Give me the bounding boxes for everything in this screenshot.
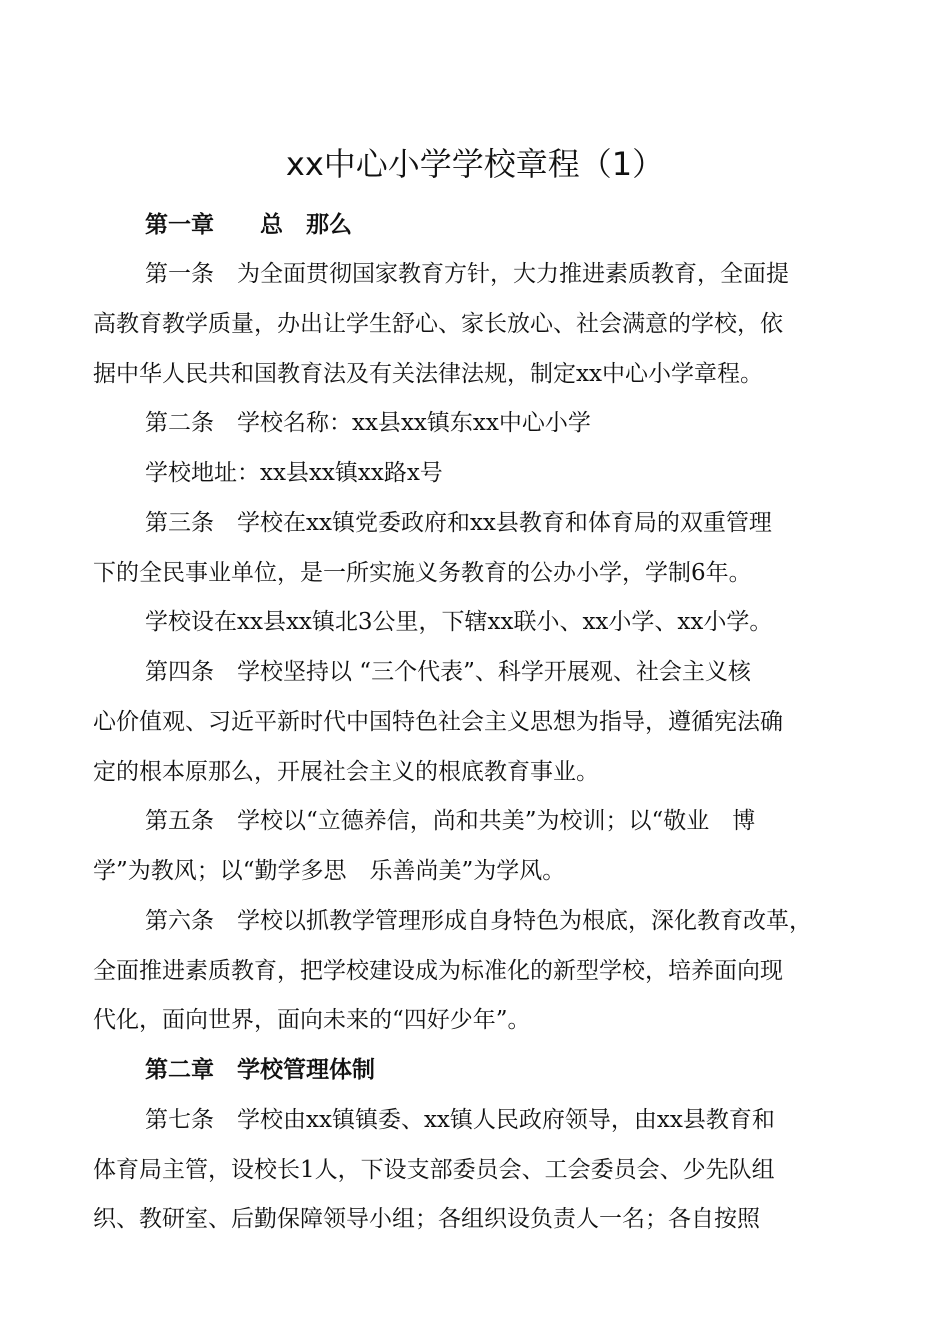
paragraph-line: 第四条 学校坚持以 “三个代表”、科学开展观、社会主义核 <box>145 659 751 685</box>
paragraph-line: 体育局主管，设校长1人，下设支部委员会、工会委员会、少先队组 <box>93 1157 775 1183</box>
chapter-2-heading: 第二章 学校管理体制 <box>145 1057 375 1083</box>
paragraph-line: 全面推进素质教育，把学校建设成为标准化的新型学校，培养面向现 <box>93 958 783 984</box>
paragraph-line: 定的根本原那么，开展社会主义的根底教育事业。 <box>93 759 599 785</box>
document-title: xx中心小学学校章程（1） <box>285 145 665 183</box>
paragraph-line: 第六条 学校以抓教学管理形成自身特色为根底，深化教育改革， <box>145 908 812 934</box>
chapter-1-heading: 第一章 总 那么 <box>145 212 352 238</box>
paragraph-line: 第二条 学校名称：xx县xx镇东xx中心小学 <box>145 410 591 436</box>
paragraph-line: 下的全民事业单位，是一所实施义务教育的公办小学，学制6年。 <box>93 560 752 586</box>
paragraph-line: 心价值观、习近平新时代中国特色社会主义思想为指导，遵循宪法确 <box>93 709 783 735</box>
paragraph-line: 据中华人民共和国教育法及有关法律法规，制定xx中心小学章程。 <box>93 361 763 387</box>
paragraph-line: 学”为教风；以“勤学多思 乐善尚美”为学风。 <box>93 858 566 884</box>
paragraph-line: 代化，面向世界，面向未来的“四好少年”。 <box>93 1007 531 1033</box>
paragraph-line: 学校地址：xx县xx镇xx路x号 <box>145 460 443 486</box>
paragraph-line: 第七条 学校由xx镇镇委、xx镇人民政府领导，由xx县教育和 <box>145 1107 775 1133</box>
paragraph-line: 第五条 学校以“立德养信，尚和共美”为校训；以“敬业 博 <box>145 808 756 834</box>
paragraph-line: 学校设在xx县xx镇北3公里，下辖xx联小、xx小学、xx小学。 <box>145 609 773 635</box>
paragraph-line: 高教育教学质量，办出让学生舒心、家长放心、社会满意的学校，依 <box>93 311 783 337</box>
paragraph-line: 织、教研室、后勤保障领导小组；各组织设负责人一名；各自按照 <box>93 1206 760 1232</box>
paragraph-line: 第一条 为全面贯彻国家教育方针，大力推进素质教育，全面提 <box>145 261 789 287</box>
paragraph-line: 第三条 学校在xx镇党委政府和xx县教育和体育局的双重管理 <box>145 510 772 536</box>
